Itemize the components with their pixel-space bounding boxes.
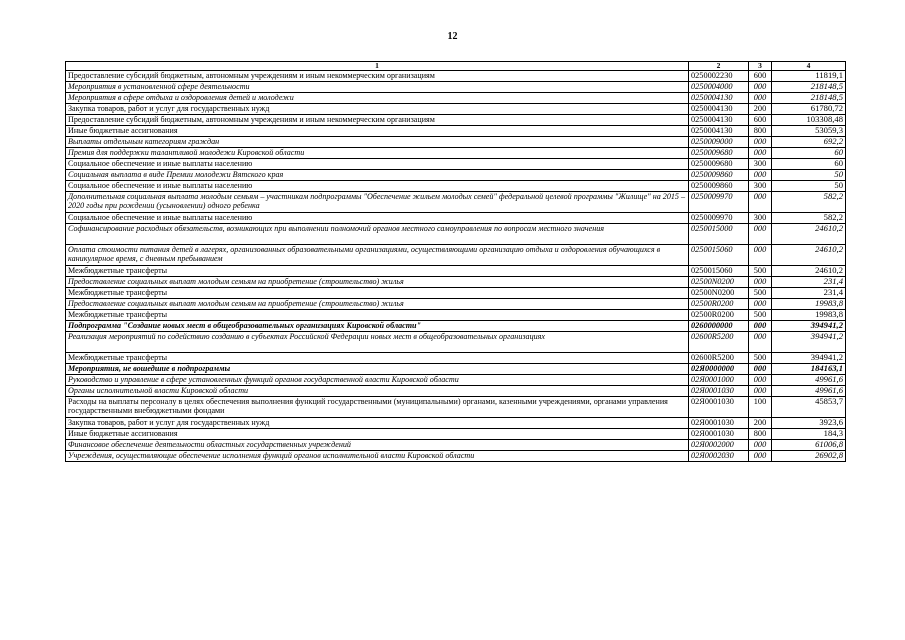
- table-row: [66, 266, 846, 277]
- row-amount-cell: 19983,8: [772, 299, 846, 310]
- row-type-cell: 000: [749, 277, 772, 288]
- row-code-cell: 02Я0000000: [689, 364, 749, 375]
- row-amount-cell: 184163,1: [772, 364, 846, 375]
- row-amount-cell: 53059,3: [772, 126, 846, 137]
- row-type-cell: 000: [749, 192, 772, 213]
- row-name-cell: Мероприятия, не вошедшие в подпрограммы: [66, 364, 689, 375]
- row-code-cell: 0250015060: [689, 266, 749, 277]
- row-code-cell: 0250009000: [689, 137, 749, 148]
- table-row: [66, 104, 846, 115]
- row-code-cell: 02600R5200: [689, 353, 749, 364]
- row-name-cell: Социальная выплата в виде Премии молодежи Вятского края: [66, 170, 689, 181]
- row-type-cell: 000: [749, 137, 772, 148]
- row-amount-cell: 394941,2: [772, 353, 846, 364]
- table-row: [66, 288, 846, 299]
- row-name-cell: Межбюджетные трансферты: [66, 288, 689, 299]
- row-amount-cell: 184,3: [772, 429, 846, 440]
- table-row: [66, 321, 846, 332]
- row-code-cell: 0250009860: [689, 181, 749, 192]
- row-type-cell: 000: [749, 375, 772, 386]
- row-code-cell: 02Я0002030: [689, 451, 749, 462]
- row-amount-cell: 692,2: [772, 137, 846, 148]
- row-type-cell: 000: [749, 93, 772, 104]
- row-type-cell: 000: [749, 299, 772, 310]
- row-code-cell: 02Я0001030: [689, 418, 749, 429]
- table-row: [66, 418, 846, 429]
- table-row: [66, 159, 846, 170]
- row-amount-cell: 24610,2: [772, 266, 846, 277]
- row-code-cell: 0250015060: [689, 245, 749, 266]
- row-name-cell: Иные бюджетные ассигнования: [66, 126, 689, 137]
- table-row: [66, 299, 846, 310]
- row-type-cell: 500: [749, 288, 772, 299]
- row-type-cell: 600: [749, 71, 772, 82]
- row-name-cell: Межбюджетные трансферты: [66, 266, 689, 277]
- row-amount-cell: 45853,7: [772, 397, 846, 418]
- row-name-cell: Иные бюджетные ассигнования: [66, 429, 689, 440]
- table-row: [66, 71, 846, 82]
- header-row: [66, 62, 846, 71]
- row-name-cell: Софинансирование расходных обязательств, возникающих при выполнении полномочий органов местного самоуправления по вопросам местного значения: [66, 224, 689, 245]
- table-row: [66, 137, 846, 148]
- row-amount-cell: 61780,72: [772, 104, 846, 115]
- row-type-cell: 300: [749, 213, 772, 224]
- row-type-cell: 000: [749, 386, 772, 397]
- row-type-cell: 000: [749, 245, 772, 266]
- row-amount-cell: 49961,6: [772, 386, 846, 397]
- row-type-cell: 800: [749, 429, 772, 440]
- row-code-cell: 02500N0200: [689, 277, 749, 288]
- row-code-cell: 02Я0001030: [689, 386, 749, 397]
- row-type-cell: 200: [749, 104, 772, 115]
- row-amount-cell: 60: [772, 148, 846, 159]
- row-name-cell: Закупка товаров, работ и услуг для государственных нужд: [66, 418, 689, 429]
- row-type-cell: 000: [749, 321, 772, 332]
- row-name-cell: Финансовое обеспечение деятельности областных государственных учреждений: [66, 440, 689, 451]
- row-amount-cell: 3923,6: [772, 418, 846, 429]
- row-name-cell: Межбюджетные трансферты: [66, 353, 689, 364]
- row-name-cell: Выплаты отдельным категориям граждан: [66, 137, 689, 148]
- row-type-cell: 000: [749, 440, 772, 451]
- row-amount-cell: 26902,8: [772, 451, 846, 462]
- row-code-cell: 0250009680: [689, 159, 749, 170]
- row-type-cell: 500: [749, 266, 772, 277]
- row-amount-cell: 19983,8: [772, 310, 846, 321]
- table-row: [66, 170, 846, 181]
- row-code-cell: 0250015000: [689, 224, 749, 245]
- row-amount-cell: 231,4: [772, 277, 846, 288]
- table-row: [66, 375, 846, 386]
- table-row: [66, 451, 846, 462]
- page-number: 12: [447, 31, 458, 42]
- table-row: [66, 115, 846, 126]
- row-code-cell: 0250009970: [689, 192, 749, 213]
- table-row: [66, 93, 846, 104]
- budget-table: [65, 61, 846, 462]
- row-amount-cell: 50: [772, 170, 846, 181]
- table-row: [66, 277, 846, 288]
- row-name-cell: Дополнительная социальная выплата молодым семьям – участникам подпрограммы "Обеспечение жильем молодых семей" федеральной целевой программы "Жилище" на 2015 – 2020 годы при рождении (усыновлении) одного ребенка: [66, 192, 689, 213]
- row-code-cell: 02500R0200: [689, 310, 749, 321]
- row-amount-cell: 582,2: [772, 192, 846, 213]
- row-type-cell: 300: [749, 181, 772, 192]
- row-type-cell: 000: [749, 148, 772, 159]
- table-row: [66, 386, 846, 397]
- table-row: [66, 397, 846, 418]
- row-name-cell: Предоставление субсидий бюджетным, автономным учреждениям и иным некоммерческим организациям: [66, 115, 689, 126]
- row-code-cell: 02Я0001030: [689, 429, 749, 440]
- row-type-cell: 300: [749, 159, 772, 170]
- row-type-cell: 800: [749, 126, 772, 137]
- row-type-cell: 000: [749, 451, 772, 462]
- row-code-cell: 0250004000: [689, 82, 749, 93]
- row-name-cell: Мероприятия в сфере отдыха и оздоровления детей и молодежи: [66, 93, 689, 104]
- table-row: [66, 224, 846, 245]
- row-amount-cell: 24610,2: [772, 245, 846, 266]
- row-name-cell: Учреждения, осуществляющие обеспечение исполнения функций органов исполнительной власти Кировской области: [66, 451, 689, 462]
- row-name-cell: Предоставление социальных выплат молодым семьям на приобретение (строительство) жилья: [66, 299, 689, 310]
- row-amount-cell: 394941,2: [772, 321, 846, 332]
- row-code-cell: 02Я0001000: [689, 375, 749, 386]
- row-code-cell: 0250004130: [689, 126, 749, 137]
- table-row: [66, 192, 846, 213]
- row-amount-cell: 394941,2: [772, 332, 846, 353]
- column-header-3: 3: [749, 62, 772, 71]
- table-row: [66, 126, 846, 137]
- row-code-cell: 02Я0002000: [689, 440, 749, 451]
- row-type-cell: 000: [749, 224, 772, 245]
- row-code-cell: 0250004130: [689, 93, 749, 104]
- row-amount-cell: 61006,8: [772, 440, 846, 451]
- row-type-cell: 200: [749, 418, 772, 429]
- row-name-cell: Социальное обеспечение и иные выплаты населению: [66, 213, 689, 224]
- table-row: [66, 213, 846, 224]
- row-name-cell: Расходы на выплаты персоналу в целях обеспечения выполнения функций государственными (муниципальными) органами, казенными учреждениями, органами управления государственными внебюджетными фондами: [66, 397, 689, 418]
- table-row: [66, 148, 846, 159]
- row-type-cell: 000: [749, 170, 772, 181]
- row-amount-cell: 103308,48: [772, 115, 846, 126]
- row-type-cell: 000: [749, 364, 772, 375]
- row-name-cell: Мероприятия в установленной сфере деятельности: [66, 82, 689, 93]
- row-code-cell: 0250002230: [689, 71, 749, 82]
- table-row: [66, 310, 846, 321]
- row-amount-cell: 218148,5: [772, 93, 846, 104]
- row-amount-cell: 24610,2: [772, 224, 846, 245]
- row-type-cell: 600: [749, 115, 772, 126]
- row-code-cell: 0250009860: [689, 170, 749, 181]
- row-type-cell: 500: [749, 353, 772, 364]
- row-code-cell: 0260000000: [689, 321, 749, 332]
- row-amount-cell: 50: [772, 181, 846, 192]
- row-name-cell: Премия для поддержки талантливой молодежи Кировской области: [66, 148, 689, 159]
- row-type-cell: 000: [749, 82, 772, 93]
- row-name-cell: Подпрограмма "Создание новых мест в общеобразовательных организациях Кировской области": [66, 321, 689, 332]
- table-row: [66, 245, 846, 266]
- table-row: [66, 429, 846, 440]
- column-header-1: 1: [66, 62, 689, 71]
- row-code-cell: 0250009680: [689, 148, 749, 159]
- row-type-cell: 000: [749, 332, 772, 353]
- row-name-cell: Закупка товаров, работ и услуг для государственных нужд: [66, 104, 689, 115]
- row-name-cell: Оплата стоимости питания детей в лагерях, организованных образовательными организациями, осуществляющими организацию отдыха и оздоровления обучающихся в каникулярное время, с дневным пребыванием: [66, 245, 689, 266]
- row-name-cell: Предоставление субсидий бюджетным, автономным учреждениям и иным некоммерческим организациям: [66, 71, 689, 82]
- row-amount-cell: 218148,5: [772, 82, 846, 93]
- row-amount-cell: 582,2: [772, 213, 846, 224]
- table-row: [66, 440, 846, 451]
- row-name-cell: Межбюджетные трансферты: [66, 310, 689, 321]
- row-amount-cell: 60: [772, 159, 846, 170]
- row-amount-cell: 231,4: [772, 288, 846, 299]
- row-name-cell: Предоставление социальных выплат молодым семьям на приобретение (строительство) жилья: [66, 277, 689, 288]
- row-type-cell: 100: [749, 397, 772, 418]
- row-code-cell: 02Я0001030: [689, 397, 749, 418]
- row-code-cell: 0250009970: [689, 213, 749, 224]
- row-code-cell: 02500N0200: [689, 288, 749, 299]
- table-row: [66, 181, 846, 192]
- row-name-cell: Руководство и управление в сфере установленных функций органов государственной власти Кировской области: [66, 375, 689, 386]
- column-header-4: 4: [772, 62, 846, 71]
- row-type-cell: 500: [749, 310, 772, 321]
- table-row: [66, 353, 846, 364]
- row-code-cell: 02500R0200: [689, 299, 749, 310]
- row-name-cell: Социальное обеспечение и иные выплаты населению: [66, 181, 689, 192]
- row-name-cell: Социальное обеспечение и иные выплаты населению: [66, 159, 689, 170]
- table-row: [66, 364, 846, 375]
- column-header-2: 2: [689, 62, 749, 71]
- row-amount-cell: 49961,6: [772, 375, 846, 386]
- row-code-cell: 02600R5200: [689, 332, 749, 353]
- table-row: [66, 332, 846, 353]
- row-code-cell: 0250004130: [689, 115, 749, 126]
- row-code-cell: 0250004130: [689, 104, 749, 115]
- row-name-cell: Органы исполнительной власти Кировской области: [66, 386, 689, 397]
- table-row: [66, 82, 846, 93]
- row-name-cell: Реализация мероприятий по содействию созданию в субъектах Российской Федерации новых мест в общеобразовательных организациях: [66, 332, 689, 353]
- row-amount-cell: 11819,1: [772, 71, 846, 82]
